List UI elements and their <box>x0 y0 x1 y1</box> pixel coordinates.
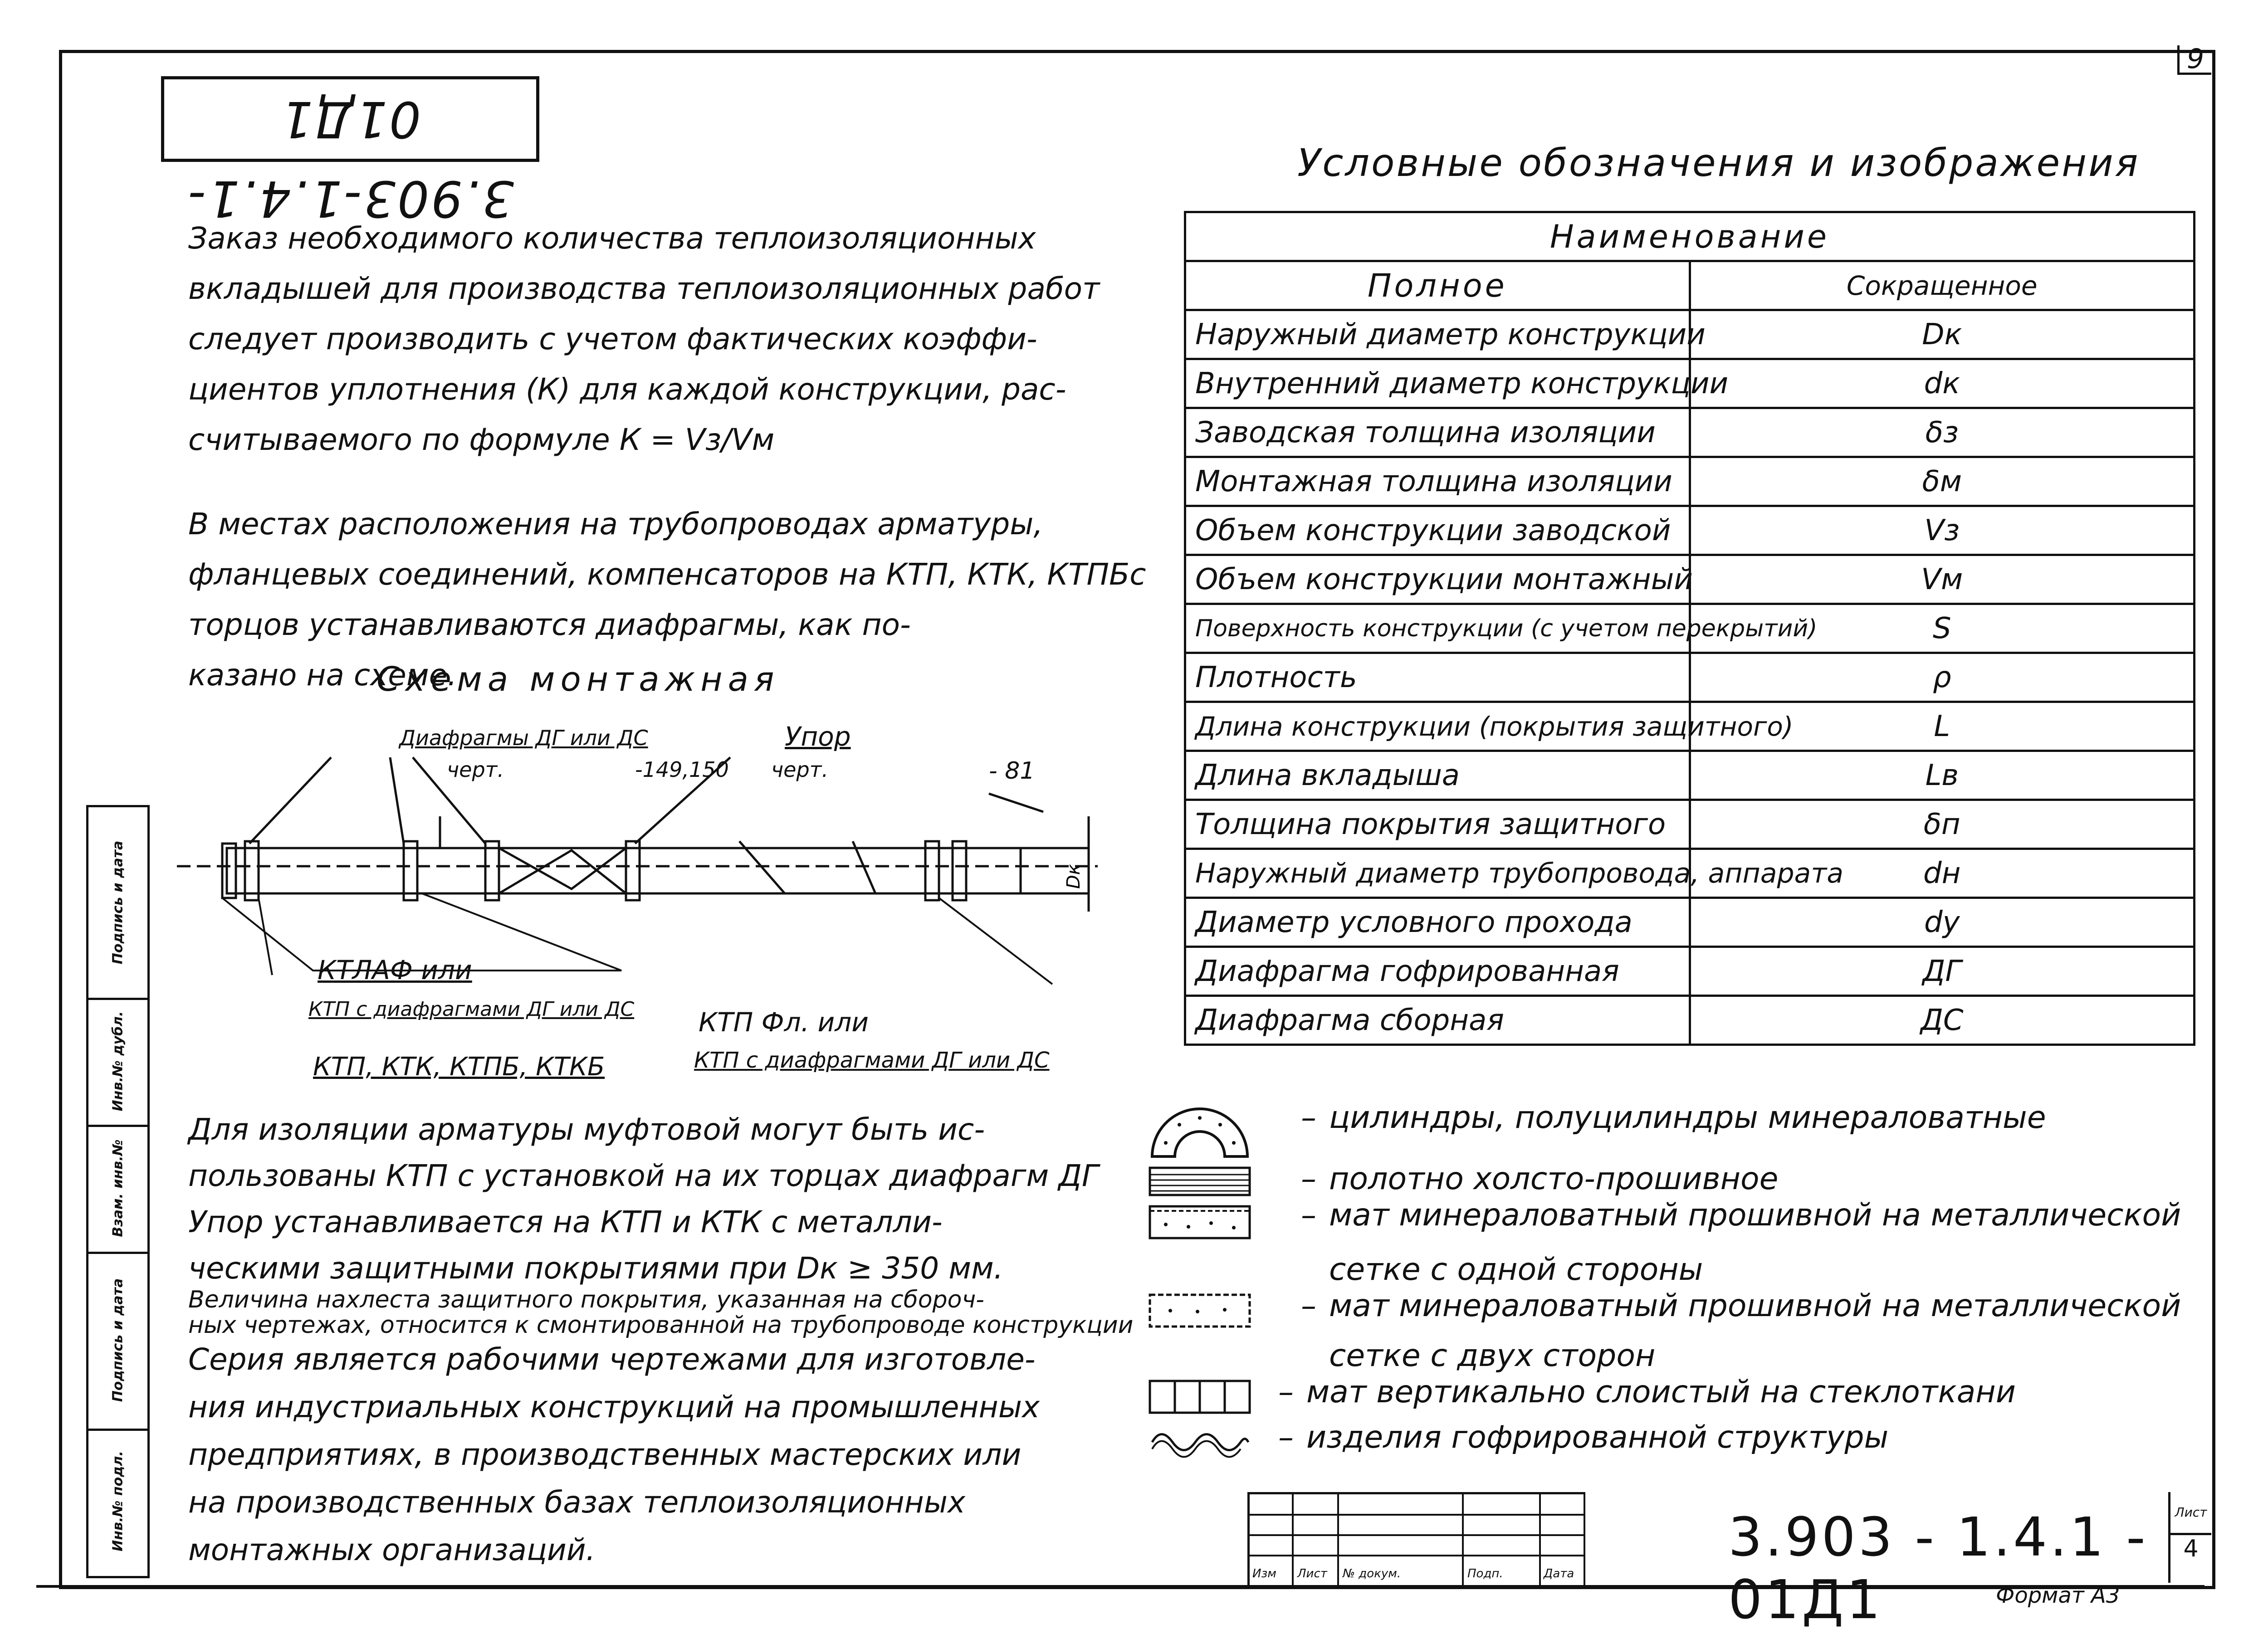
legend-row <box>1185 604 2195 653</box>
symbol-text: полотно холсто-прошивное <box>1329 1161 1779 1197</box>
text-line: вкладышей для производства теплоизоляционных работ <box>188 271 1100 306</box>
legend-row <box>1185 506 2195 555</box>
paragraph-overlap-note <box>188 1287 1150 1338</box>
format-label: Формат А3 <box>1996 1583 2120 1608</box>
label-ktp-list: КТП, КТК, КТПБ, КТКБ <box>313 1052 605 1082</box>
mat-two-sides-icon <box>1148 1293 1252 1329</box>
legend-row <box>1185 751 2195 800</box>
label-diaphragm: Диафрагмы ДГ или ДС <box>399 726 648 750</box>
side-cell <box>88 1252 147 1431</box>
legend-full: Заводская толщина изоляции <box>1185 408 1690 457</box>
legend-short: dу <box>1690 898 2195 947</box>
side-cell <box>88 807 147 1000</box>
text-line: Заказ необходимого количества теплоизоляционных <box>188 221 1036 256</box>
symbol-row: – полотно холсто-прошивное <box>1301 1161 1779 1197</box>
side-cell-label: Инв.№ подл. <box>110 1451 126 1551</box>
text-line: казано на схеме. <box>188 658 457 693</box>
legend-full: Длина вкладыша <box>1185 751 1690 800</box>
mat-one-side-icon <box>1148 1204 1252 1240</box>
label-ktpfl: КТП Фл. или <box>699 1007 869 1038</box>
paragraph-armature-note <box>188 1107 1150 1292</box>
sheet-number: 4 <box>2183 1535 2199 1562</box>
text-line: В местах расположения на трубопроводах арматуры, <box>188 507 1043 541</box>
side-cell <box>88 998 147 1127</box>
legend-full: Объем конструкции монтажный <box>1185 555 1690 604</box>
text-line: предприятиях, в производственных мастерских или <box>188 1437 1022 1472</box>
tb-header-date: Дата <box>1544 1567 1574 1580</box>
legend-short: ρ <box>1690 653 2195 702</box>
symbol-row-cont: сетке с двух сторон <box>1329 1338 1656 1374</box>
text-line: монтажных организаций. <box>188 1532 596 1567</box>
legend-col-short: Сокращенное <box>1690 261 2195 310</box>
symbol-row: – мат минераловатный прошивной на металлической <box>1301 1197 2181 1233</box>
legend-full: Диафрагма гофрированная <box>1185 947 1690 996</box>
corner-number: 9 <box>2177 45 2211 75</box>
side-cell <box>88 1125 147 1254</box>
text-line: фланцевых соединений, компенсаторов на КТП, КТК, КТПБс <box>188 557 1146 592</box>
legend-full: Диаметр условного прохода <box>1185 898 1690 947</box>
symbol-text: мат минераловатный прошивной на металлической <box>1329 1288 2181 1324</box>
side-stamp-strip <box>86 805 150 1578</box>
label-ktp-diaphragm: КТП с диафрагмами ДГ или ДС <box>308 998 635 1021</box>
label-stop: Упор <box>785 721 851 752</box>
legend-header: Наименование <box>1185 212 2195 261</box>
legend-full: Наружный диаметр конструкции <box>1185 310 1690 359</box>
vertical-layer-mat-icon <box>1148 1379 1252 1415</box>
label-range: -149,150 <box>635 757 729 782</box>
legend-full: Наружный диаметр трубопровода, аппарата <box>1185 849 1690 898</box>
label-ktp-diaphragm-2: КТП с диафрагмами ДГ или ДС <box>694 1048 1050 1073</box>
text-line: пользованы КТП с установкой на их торцах диафрагм ДГ <box>188 1158 1099 1193</box>
text-line: на производственных базах теплоизоляционных <box>188 1485 966 1520</box>
symbol-text: изделия гофрированной структуры <box>1306 1419 1889 1455</box>
symbol-row: – мат минераловатный прошивной на металлической <box>1301 1288 2181 1324</box>
half-cylinder-icon <box>1148 1088 1252 1166</box>
title-block-grid <box>1247 1492 1585 1585</box>
legend-short: Vз <box>1690 506 2195 555</box>
legend-short: ДС <box>1690 996 2195 1045</box>
legend-full: Толщина покрытия защитного <box>1185 800 1690 849</box>
tb-header-izm: Изм <box>1252 1567 1276 1580</box>
legend-full: Диафрагма сборная <box>1185 996 1690 1045</box>
paragraph-order-note <box>188 213 1150 465</box>
text-line: Серия является рабочими чертежами для изготовле- <box>188 1342 1036 1377</box>
legend-short: dн <box>1690 849 2195 898</box>
symbol-row-cont: сетке с одной стороны <box>1329 1252 1703 1288</box>
legend-title: Условные обозначения и изображения <box>1297 141 2140 185</box>
text-line: Упор устанавливается на КТП и КТК с металли- <box>188 1205 943 1239</box>
symbol-row: – изделия гофрированной структуры <box>1278 1419 1889 1455</box>
tb-header-sign: Подп. <box>1467 1567 1503 1580</box>
legend-row <box>1185 408 2195 457</box>
diagram-title: Схема монтажная <box>376 660 780 699</box>
legend-short: Vм <box>1690 555 2195 604</box>
text-line: циентов уплотнения (К) для каждой конструкции, рас- <box>188 372 1066 407</box>
text-line: ния индустриальных конструкций на промышленных <box>188 1390 1040 1424</box>
symbol-text: мат минераловатный прошивной на металлической <box>1329 1197 2181 1233</box>
text-line: следует производить с учетом фактических коэффи- <box>188 322 1037 356</box>
side-cell-label: Инв.№ дубл. <box>110 1011 126 1112</box>
legend-full: Объем конструкции заводской <box>1185 506 1690 555</box>
legend-short: Lв <box>1690 751 2195 800</box>
legend-table <box>1184 211 2195 1046</box>
legend-row <box>1185 849 2195 898</box>
legend-full: Поверхность конструкции (с учетом перекрытий) <box>1185 604 1690 653</box>
legend-short: L <box>1690 702 2195 751</box>
stamp-code: 3.903-1.4.1-01Д1 <box>186 90 514 228</box>
canvas-icon <box>1148 1166 1252 1197</box>
legend-short: S <box>1690 604 2195 653</box>
side-cell-label: Подпись и дата <box>110 1278 126 1402</box>
legend-short: δз <box>1690 408 2195 457</box>
tb-header-list: Лист <box>1297 1567 1327 1580</box>
legend-short: dк <box>1690 359 2195 408</box>
tb-header-doc: № докум. <box>1343 1567 1401 1580</box>
legend-row <box>1185 359 2195 408</box>
text-line: торцов устанавливаются диафрагмы, как по- <box>188 607 911 642</box>
sheet-box <box>2168 1492 2211 1583</box>
document-code: 3.903 - 1.4.1 - 01Д1 <box>1728 1506 2148 1631</box>
legend-col-full: Полное <box>1185 261 1690 310</box>
legend-row <box>1185 898 2195 947</box>
pipeline-diagram <box>168 798 1139 989</box>
legend-row <box>1185 702 2195 751</box>
legend-row <box>1185 996 2195 1045</box>
text-line: Величина нахлеста защитного покрытия, указанная на сбороч- <box>188 1286 984 1313</box>
legend-row <box>1185 457 2195 506</box>
legend-full: Длина конструкции (покрытия защитного) <box>1185 702 1690 751</box>
legend-full: Монтажная толщина изоляции <box>1185 457 1690 506</box>
text-line: считываемого по формуле К = Vз/Vм <box>188 422 775 457</box>
side-cell-label: Взам. инв.№ <box>110 1139 126 1237</box>
side-cell-label: Подпись и дата <box>110 840 126 965</box>
legend-row <box>1185 653 2195 702</box>
label-cherth-2: черт. <box>771 757 829 782</box>
label-dk: Dк <box>1063 864 1084 889</box>
legend-full: Внутренний диаметр конструкции <box>1185 359 1690 408</box>
legend-row <box>1185 555 2195 604</box>
legend-row <box>1185 800 2195 849</box>
rotated-code-stamp <box>161 76 539 228</box>
symbol-row: – мат вертикально слоистый на стеклоткани <box>1278 1374 2016 1410</box>
text-line: ных чертежах, относится к смонтированной на трубопроводе конструкции <box>188 1312 1134 1339</box>
side-cell <box>88 1429 147 1574</box>
legend-short: δп <box>1690 800 2195 849</box>
symbol-text: мат вертикально слоистый на стеклоткани <box>1306 1374 2016 1410</box>
paragraph-series-note <box>188 1336 1150 1574</box>
symbol-row: – цилиндры, полуцилиндры минераловатные <box>1301 1100 2046 1136</box>
sheet-label: Лист <box>2170 1492 2211 1535</box>
symbol-text: цилиндры, полуцилиндры минераловатные <box>1329 1100 2046 1136</box>
text-line: Для изоляции арматуры муфтовой могут быть ис- <box>188 1112 985 1147</box>
label-81: - 81 <box>989 757 1035 785</box>
legend-row <box>1185 310 2195 359</box>
legend-short: δм <box>1690 457 2195 506</box>
legend-row <box>1185 947 2195 996</box>
label-ktlaf: КТЛАФ или <box>318 955 472 985</box>
legend-short: Dк <box>1690 310 2195 359</box>
legend-short: ДГ <box>1690 947 2195 996</box>
legend-full: Плотность <box>1185 653 1690 702</box>
label-cherth-1: черт. <box>447 757 504 782</box>
text-line: ческими защитными покрытиями при Dк ≥ 350 мм. <box>188 1251 1003 1286</box>
corrugated-icon <box>1148 1424 1252 1460</box>
